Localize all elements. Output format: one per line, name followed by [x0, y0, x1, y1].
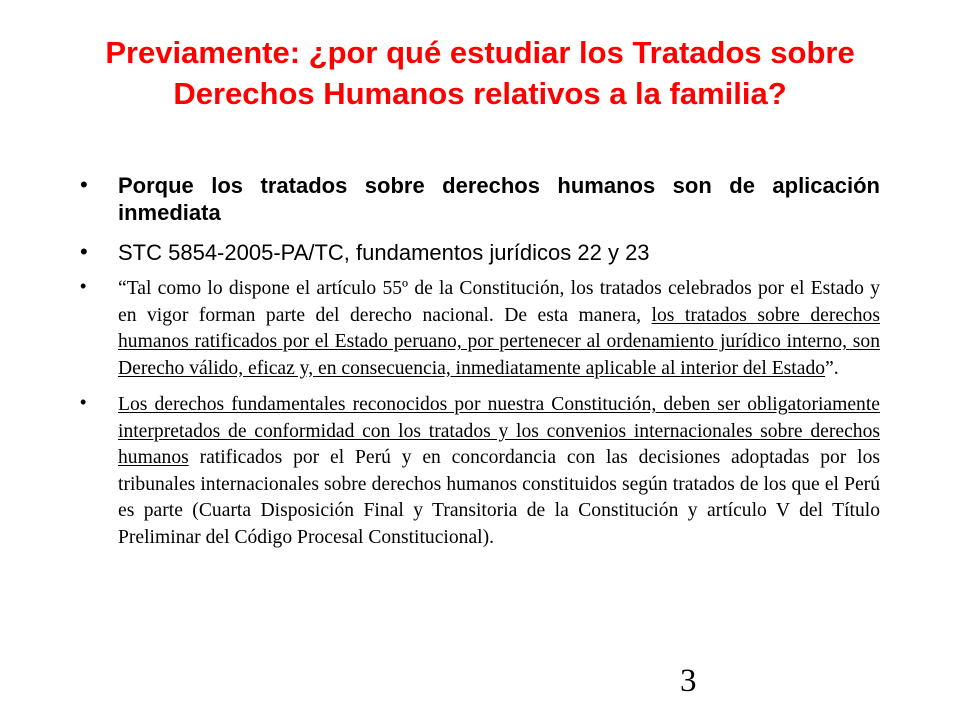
bullet-item-stc-reference [80, 239, 880, 266]
slide-title: Previamente: ¿por qué estudiar los Tratados sobre Derechos Humanos relativos a la familia? [105, 35, 855, 111]
bullet-marker: • [80, 392, 87, 412]
bullet-quote-text [118, 276, 880, 382]
bullet-marker: • [80, 239, 88, 264]
bullet-item-applicability [80, 172, 880, 226]
bullet-item-interpretation [80, 392, 880, 551]
bullet-interpretation-text [118, 392, 880, 551]
interpretation-underlined-text: Los derechos fundamentales reconocidos por nuestra Constitución, deben ser obligatoriamente interpretados de conformidad con los tratados y los convenios internacionales sobre derechos humanos [118, 394, 880, 468]
bullet-text: STC 5854-2005-PA/TC, fundamentos jurídicos 22 y 23 [118, 240, 650, 265]
bullet-item-article-55-quote [80, 276, 880, 382]
bullet-list [80, 172, 880, 551]
bullet-marker: • [80, 172, 88, 197]
quote-underlined-text: los tratados sobre derechos humanos ratificados por el Estado peruano, por pertenecer al ordenamiento jurídico interno, son Derecho válido, eficaz y, en consecuencia, inmediatamente aplicable al interior del Estado [118, 304, 880, 379]
bullet-marker: • [80, 276, 87, 296]
interpretation-text-end: ratificados por el Perú y en concordancia con las decisiones adoptadas por los tribunales internacionales sobre derechos humanos constituidos según tratados de los que el Perú es parte (Cuarta Disposición Final y Transitoria de la Constitución y artículo V del Título Preliminar del Código Procesal Constitucional). [118, 447, 880, 548]
quote-text-start: “Tal como lo dispone el artículo 55º de la Constitución, los tratados celebrados por el Estado y en vigor forman parte del derecho nacional. De esta manera, [118, 278, 880, 326]
page-number: 3 [680, 663, 697, 699]
quote-text-end: ”. [825, 357, 839, 379]
bullet-text: Porque los tratados sobre derechos humanos son de aplicación inmediata [118, 173, 880, 225]
